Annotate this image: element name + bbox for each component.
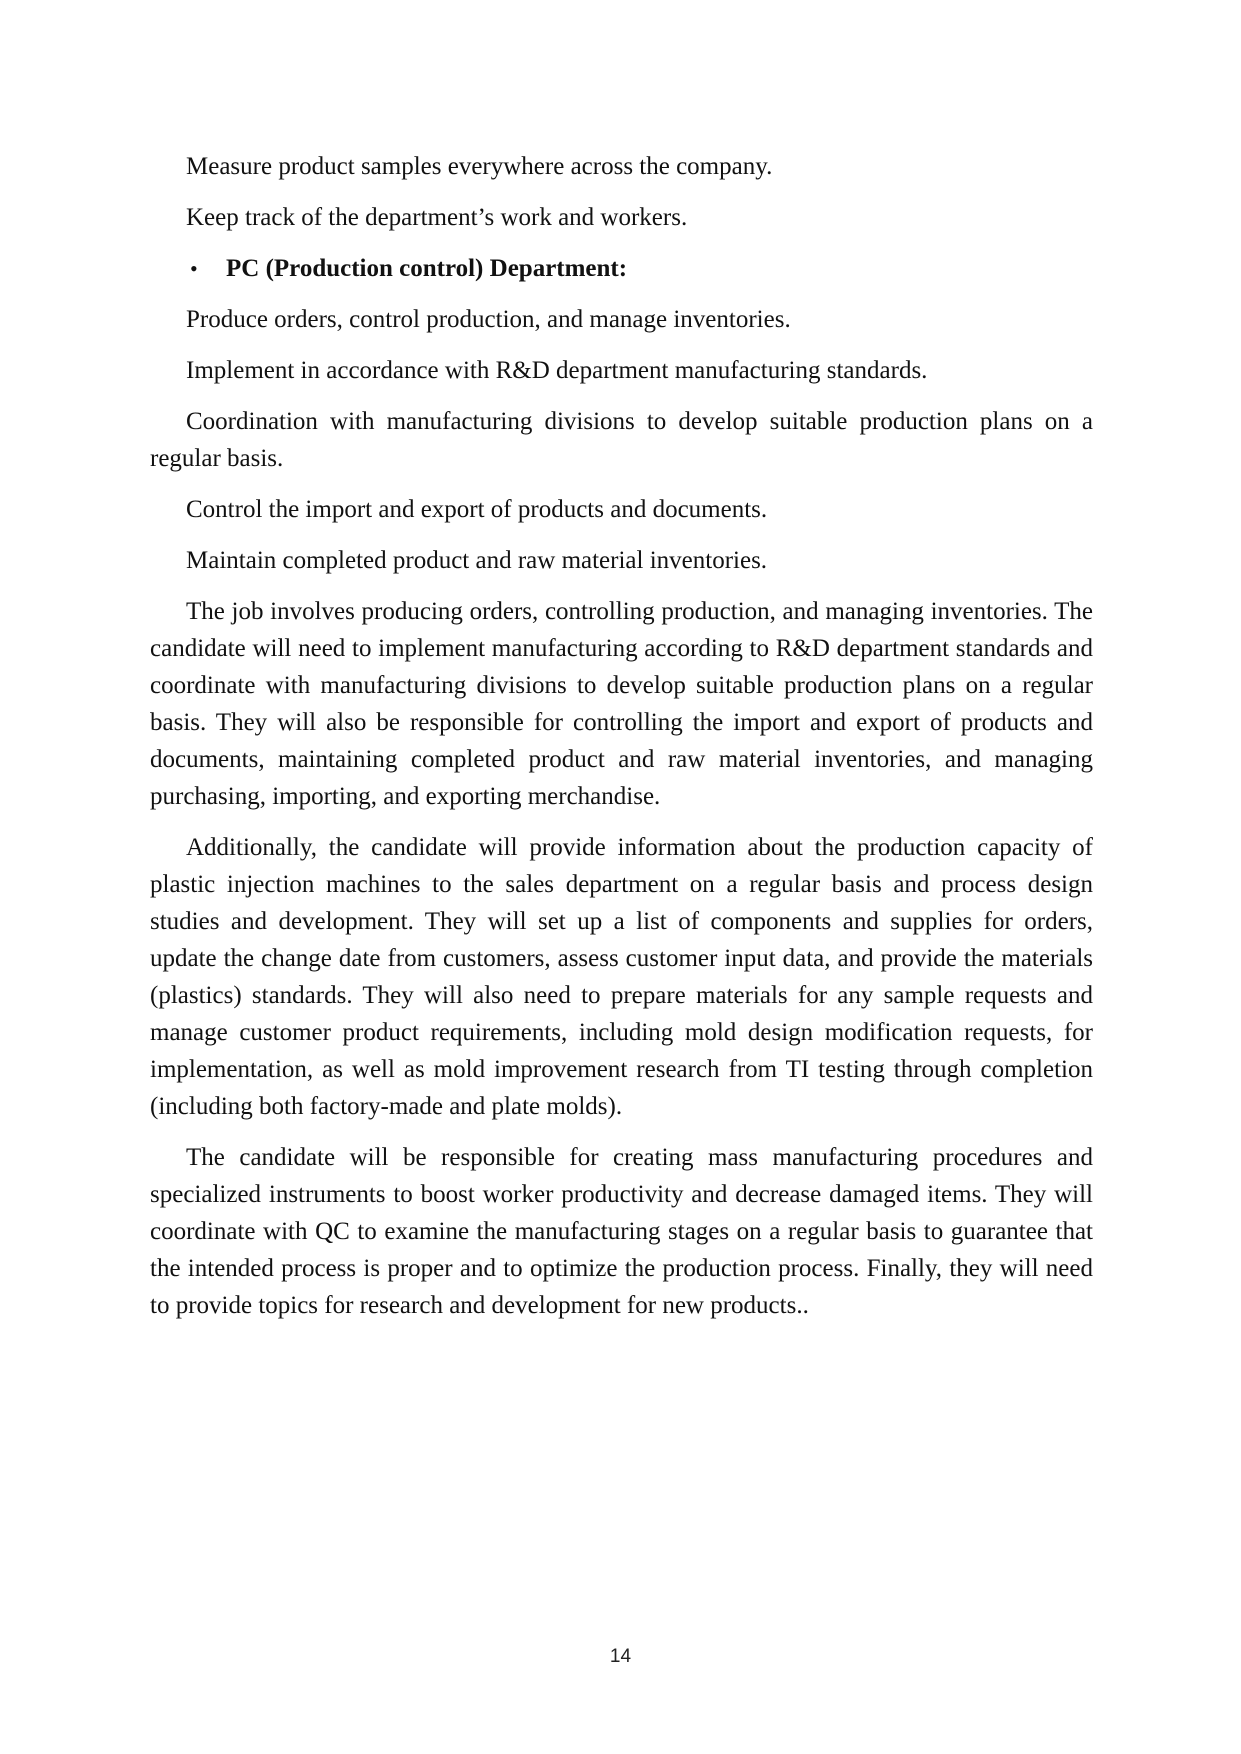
body-line-measure-samples: Measure product samples everywhere across the company.	[186, 153, 773, 180]
duty-item-control-import-export: Control the import and export of products and documents.	[186, 496, 768, 523]
paragraph-manufacturing-procedures: The candidate will be responsible for creating mass manufacturing procedures and specialized instruments to boost worker productivity and decrease damaged items. They will coordinate with QC to examine the manufacturing stages on a regular basis to guarantee that the intended process is proper and to optimize the production process. Finally, they will need to provide topics for research and development for new products..	[150, 1144, 1093, 1319]
body-line-keep-track: Keep track of the department’s work and workers.	[186, 204, 688, 231]
duty-item-coordination: Coordination with manufacturing divisions to develop suitable production plans on a regular basis.	[150, 408, 1093, 472]
duty-item-produce-orders: Produce orders, control production, and manage inventories.	[186, 306, 791, 333]
paragraph-job-overview: The job involves producing orders, controlling production, and managing inventories. The candidate will need to implement manufacturing according to R&D department standards and coordinate with manufacturing divisions to develop suitable production plans on a regular basis. They will also be responsible for controlling the import and export of products and documents, maintaining completed product and raw material inventories, and managing purchasing, importing, and exporting merchandise.	[150, 598, 1093, 810]
page-body	[150, 148, 1093, 1338]
section-heading-text: PC (Production control) Department:	[226, 255, 628, 282]
section-heading-pc-department	[150, 250, 1093, 287]
duty-item-implement-standards: Implement in accordance with R&D department manufacturing standards.	[186, 357, 928, 384]
paragraph-additional-duties: Additionally, the candidate will provide information about the production capacity of plastic injection machines to the sales department on a regular basis and process design studies and development. They will set up a list of components and supplies for orders, update the change date from customers, assess customer input data, and provide the materials (plastics) standards. They will also need to prepare materials for any sample requests and manage customer product requirements, including mold design modification requests, for implementation, as well as mold improvement research from TI testing through completion (including both factory-made and plate molds).	[150, 834, 1093, 1120]
duty-item-maintain-inventories: Maintain completed product and raw material inventories.	[186, 547, 768, 574]
page-number: 14	[609, 1646, 632, 1667]
bullet-icon: •	[190, 256, 198, 281]
